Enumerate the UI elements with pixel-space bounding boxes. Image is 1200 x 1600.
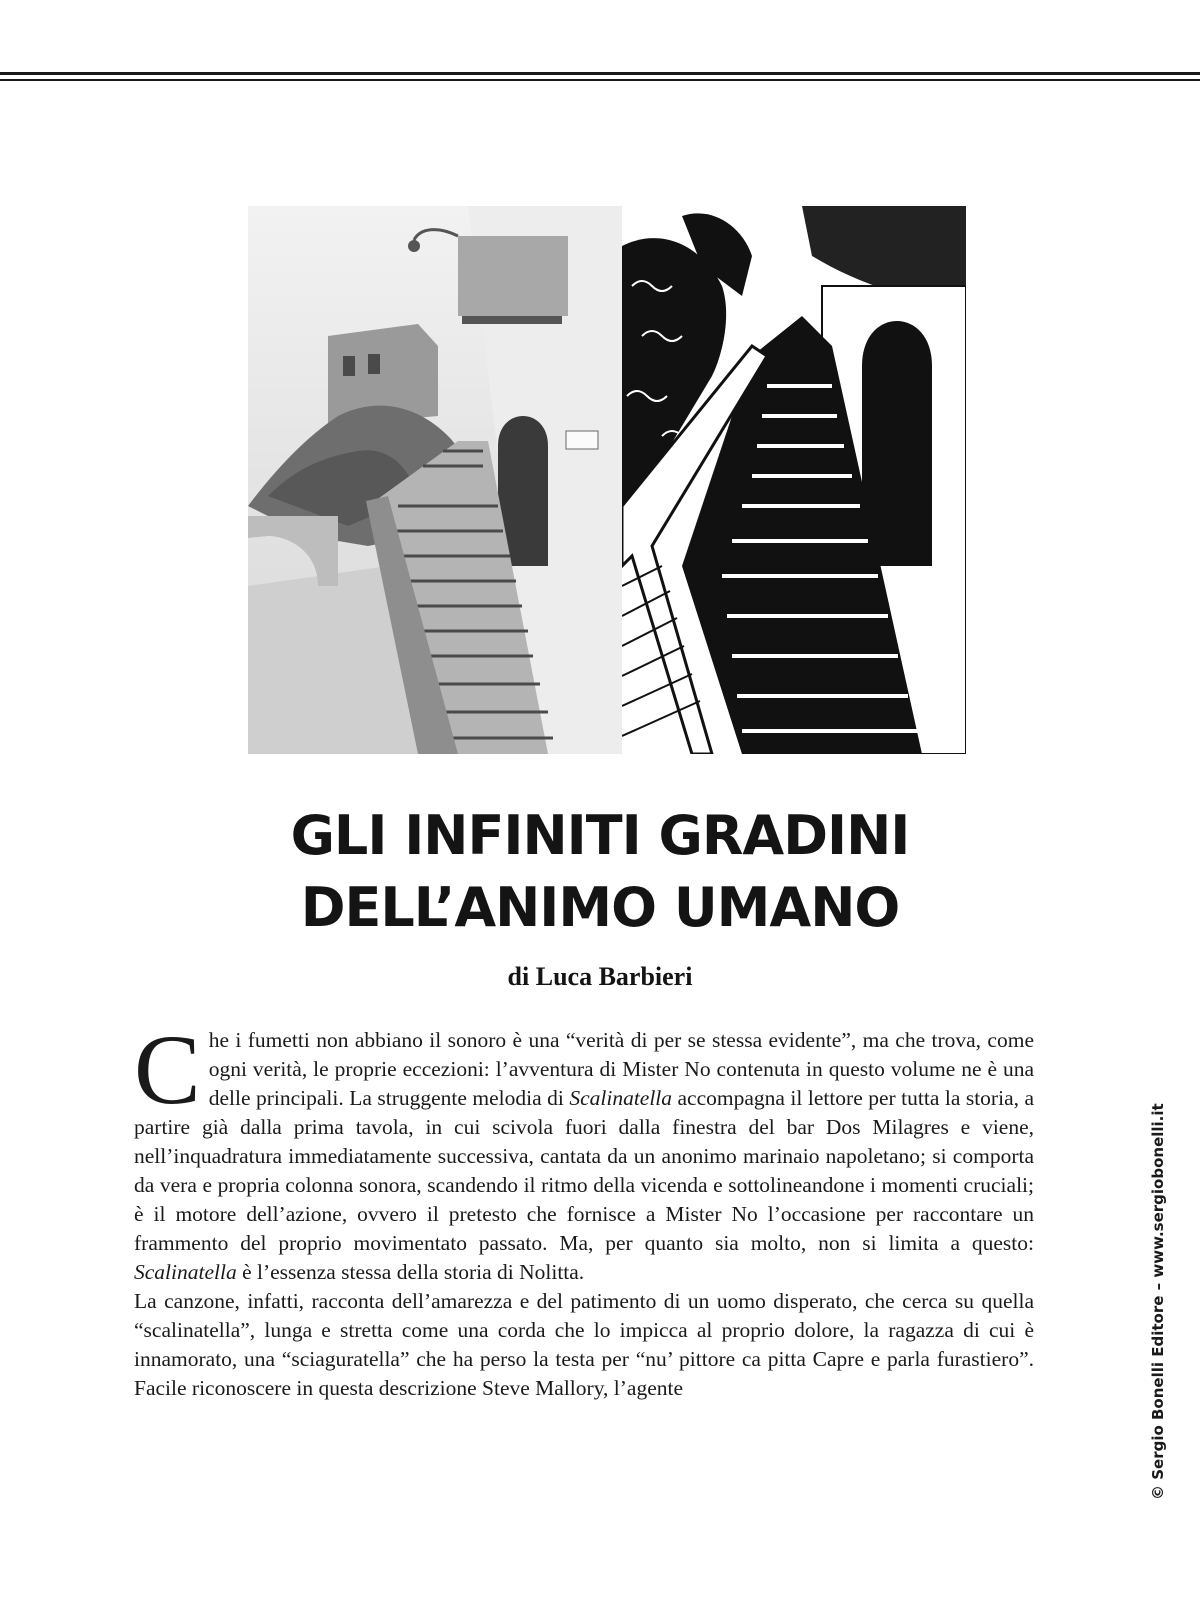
article-title <box>0 800 1200 944</box>
top-rule-thin <box>0 79 1200 81</box>
copyright-credit: © Sergio Bonelli Editore – www.sergiobonelli.it <box>1149 1103 1167 1500</box>
title-line-2: DELL’ANIMO UMANO <box>300 876 900 939</box>
top-rule <box>0 72 1200 75</box>
paragraph-1-text-a: he i fumetti non abbiano il sonoro è una “verità di per se stessa evidente”, ma che trova, come ogni verità, le proprie eccezioni: l’avventura di Mister No contenuta in questo volume ne è una delle principali. La struggente melodia di <box>208 1028 1034 1110</box>
song-title-2: Scalinatella <box>134 1260 237 1284</box>
paragraph-2: La canzone, infatti, racconta dell’amarezza e del patimento di un uomo disperato, che cerca su quella “scalinatella”, lunga e stretta come una corda che lo impicca al proprio dolore, la ragazza di cui è innamorato, una “sciaguratella” che ha perso la testa per “nu’ pittore ca pitta Capre e parla furastiero”. Facile riconoscere in questa descrizione Steve Mallory, l’agente <box>134 1289 1034 1400</box>
article-body <box>134 1014 1034 1403</box>
drop-cap: C <box>134 1014 201 1125</box>
song-title: Scalinatella <box>569 1086 673 1110</box>
header-figure <box>248 206 966 754</box>
paragraph-1 <box>134 1014 1034 1287</box>
title-line-1: GLI INFINITI GRADINI <box>290 804 910 867</box>
paragraph-1-text-b: accompagna il lettore per tutta la storia, a partire già dalla prima tavola, in cui scivola fuori dalla finestra del bar Dos Milagres e viene, nell’inquadratura immediatamente successiva, cantata da un anonimo marinaio napoletano; si comporta da vera e propria colonna sonora, scandendo il ritmo della vicenda e sottolineandone i momenti cruciali; è il motore dell’azione, ovvero il pretesto che fornisce a Mister No l’occasione per raccontare un frammento del proprio movimentato passato. Ma, per quanto sia molto, non si limita a questo: <box>134 1086 1034 1255</box>
stairway-comic-drawing <box>622 206 966 754</box>
byline: di Luca Barbieri <box>507 962 693 991</box>
stairway-photo <box>248 206 626 754</box>
paragraph-1-text-c: è l’essenza stessa della storia di Nolitta. <box>236 1260 585 1284</box>
